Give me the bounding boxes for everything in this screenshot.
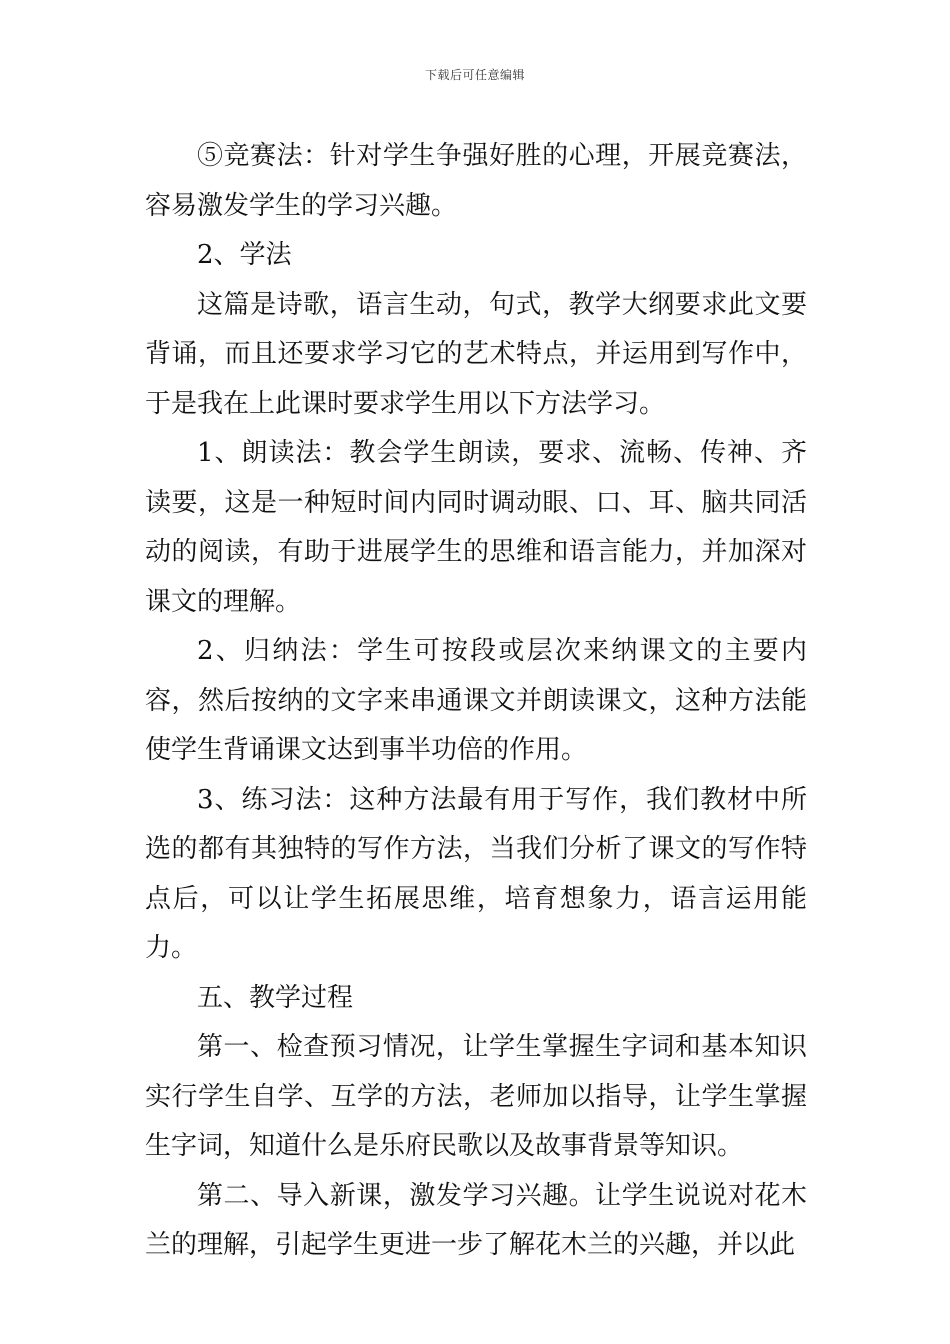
heading-teaching-process: 五、教学过程 — [197, 982, 354, 1013]
page-header: 下载后可任意编辑 — [424, 68, 525, 82]
paragraph-competition-method: ⑤竞赛法：针对学生争强好胜的心理，开展竞赛法，容易激发学生的学习兴趣。 — [145, 141, 807, 221]
paragraph-step-two: 第二、导入新课，激发学习兴趣。让学生说说对花木兰的理解，引起学生更进一步了解花木兰的兴趣，并以此 — [145, 1180, 807, 1260]
document-body — [145, 132, 807, 1271]
heading-learning-methods: 2、学法 — [197, 240, 292, 270]
paragraph-reading-method: 1、朗读法：教会学生朗读，要求、流畅、传神、齐读要，这是一种短时间内同时调动眼、口、耳、脑共同活动的阅读，有助于进展学生的思维和语言能力，并加深对课文的理解。 — [145, 438, 807, 617]
paragraph-practice-method: 3、练习法：这种方法最有用于写作，我们教材中所选的都有其独特的写作方法，当我们分析了课文的写作特点后，可以让学生拓展思维，培育想象力，语言运用能力。 — [145, 784, 807, 963]
paragraph-poem-intro: 这篇是诗歌，语言生动，句式，教学大纲要求此文要背诵，而且还要求学习它的艺术特点，并运用到写作中，于是我在上此课时要求学生用以下方法学习。 — [145, 289, 807, 419]
paragraph-summarize-method: 2、归纳法：学生可按段或层次来纳课文的主要内容，然后按纳的文字来串通课文并朗读课文，这种方法能使学生背诵课文达到事半功倍的作用。 — [145, 636, 807, 765]
paragraph-step-one: 第一、检查预习情况，让学生掌握生字词和基本知识实行学生自学、互学的方法，老师加以指导，让学生掌握生字词，知道什么是乐府民歌以及故事背景等知识。 — [145, 1032, 807, 1161]
